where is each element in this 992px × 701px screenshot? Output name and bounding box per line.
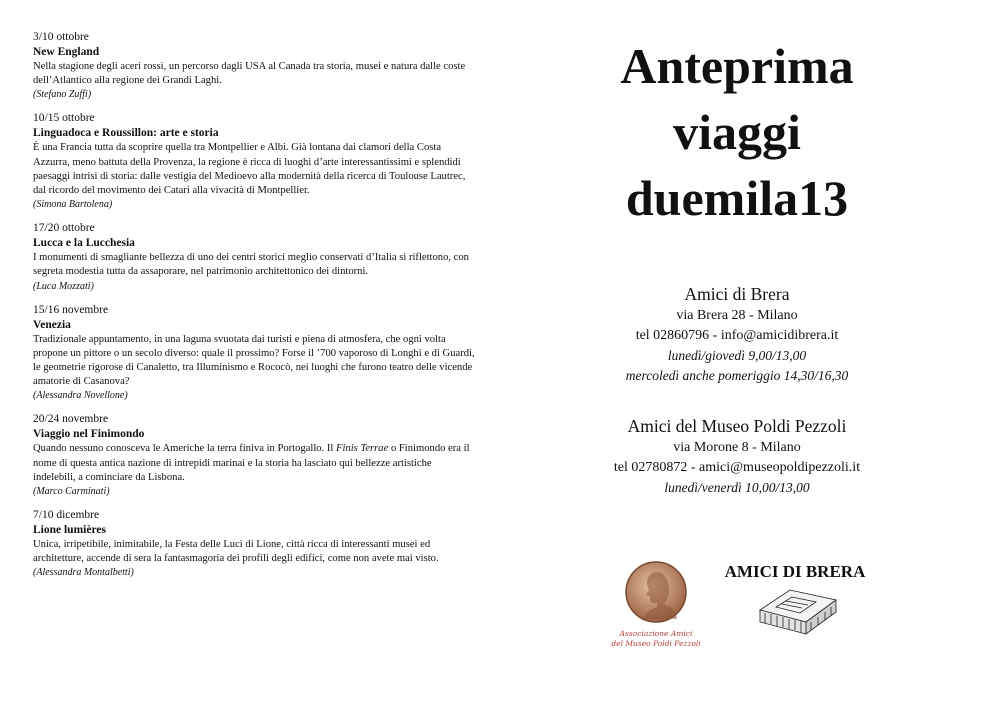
poldi-pezzoli-logo [608, 560, 704, 650]
trip-description: Unica, irripetibile, inimitabile, la Festa delle Luci di Lione, città ricca di interessanti musei ed architetture, accende di sera la fantasmagoria dei profili degli edifici, come non avete mai visto. [33, 539, 439, 565]
trip-list [33, 30, 475, 589]
amici-poldi-pezzoli-info [592, 414, 882, 498]
trip-description: È una Francia tutta da scoprire quella tra Montpellier e Albi. Già lontana dai clamori della Costa Azzurra, meno battuta della Provenza, la regione è ricca di luoghi d’arte interessantissimi e splendidi paesaggi intrisi di storia: dalle vestigia del Medioevo alla modernità della ricerca di Toulouse Lautrec, dal ricordo del movimento dei Catari alla vivacità di Montpellier. [33, 142, 466, 197]
trip-title: Linguadoca e Roussillon: arte e storia [33, 127, 219, 140]
amici-di-brera-info [592, 282, 882, 386]
trip-date: 17/20 ottobre [33, 222, 95, 235]
association-name: Amici di Brera [684, 284, 790, 304]
trip-date: 7/10 dicembre [33, 509, 100, 522]
trip-lucca [33, 221, 475, 293]
association-hours: lunedì/giovedì 9,00/13,00 [667, 348, 807, 363]
headline-line: duemila13 [625, 170, 849, 226]
trip-author: (Alessandra Montalbetti) [33, 567, 134, 579]
trip-date: 20/24 novembre [33, 413, 109, 426]
trip-description: Nella stagione degli aceri rossi, un percorso dagli USA al Canada tra storia, musei e natura dalle coste dell’Atlantico alla regione dei Grandi Laghi. [33, 61, 466, 87]
trip-description-part: o Finimondo era il nome di questa antica nazione di intrepidi marinai e la storia ha lasciato qui bellezze artistiche indelebili, a cominciare da Lisbona. [33, 443, 470, 483]
trip-description [33, 442, 475, 485]
association-name: Amici del Museo Poldi Pezzoli [627, 416, 847, 436]
trip-finimondo [33, 412, 475, 499]
trip-author: (Simona Bartolena) [33, 199, 113, 211]
logo-caption-line: Associazione Amici [619, 629, 693, 638]
trip-description-part: Quando nessuno conosceva le Americhe la terra finiva in Portogallo. Il [33, 443, 337, 455]
palace-building-icon [760, 590, 836, 634]
trip-author: (Luca Mozzati) [33, 280, 94, 292]
trip-title: Lione lumières [33, 524, 106, 537]
trip-author: (Marco Carminati) [33, 486, 110, 498]
trip-date: 15/16 novembre [33, 303, 109, 316]
trip-description: I monumenti di smagliante bellezza di uno dei centri storici meglio conservati d’Italia si riflettono, con segreta modestia tutta da assaporare, nel patrimonio architettonico dei dintorni. [33, 252, 469, 278]
finis-terrae-emphasis: Finis Terrae [336, 443, 389, 455]
trip-title: Viaggio nel Finimondo [33, 428, 145, 441]
association-hours: lunedì/venerdì 10,00/13,00 [664, 480, 810, 495]
association-contact: tel 02780872 - amici@museopoldipezzoli.it [613, 460, 861, 475]
trip-venezia [33, 303, 475, 404]
headline [592, 33, 882, 231]
trip-description: Tradizionale appuntamento, in una laguna svuotata dai turisti e piena di atmosfera, che ogni volta propone un pittore o un secolo diverso: quale il prossimo? Forse il ’700 vaporoso di Longhi e di Guardi, le geometrie rigorose di Canaletto, tra Illuminismo e Rococò, nei luoghi che furono teatro delle vicende amatorie di Casanova? [33, 333, 475, 388]
association-contact: tel 02860796 - info@amicidibrera.it [635, 328, 839, 343]
trip-title: Lucca e la Lucchesia [33, 237, 135, 250]
trip-author: (Stefano Zuffi) [33, 89, 92, 101]
trip-author: (Alessandra Novellone) [33, 390, 128, 402]
brera-logo-text: AMICI DI BRERA [724, 562, 866, 581]
association-address: via Brera 28 - Milano [676, 308, 798, 323]
trip-linguadoca [33, 111, 475, 212]
trip-date: 3/10 ottobre [33, 31, 89, 43]
trip-date: 10/15 ottobre [33, 112, 95, 125]
logo-caption-line: del Museo Poldi Pezzoli [611, 639, 701, 648]
trip-title: New England [33, 46, 100, 58]
trip-lione [33, 508, 475, 580]
headline-line: Anteprima [620, 38, 854, 94]
trip-new-england [33, 30, 475, 102]
association-hours-extra: mercoledì anche pomeriggio 14,30/16,30 [625, 368, 849, 383]
trip-title: Venezia [33, 318, 71, 331]
association-address: via Morone 8 - Milano [673, 440, 801, 455]
amici-di-brera-logo [718, 560, 873, 642]
headline-line: viaggi [673, 104, 801, 160]
